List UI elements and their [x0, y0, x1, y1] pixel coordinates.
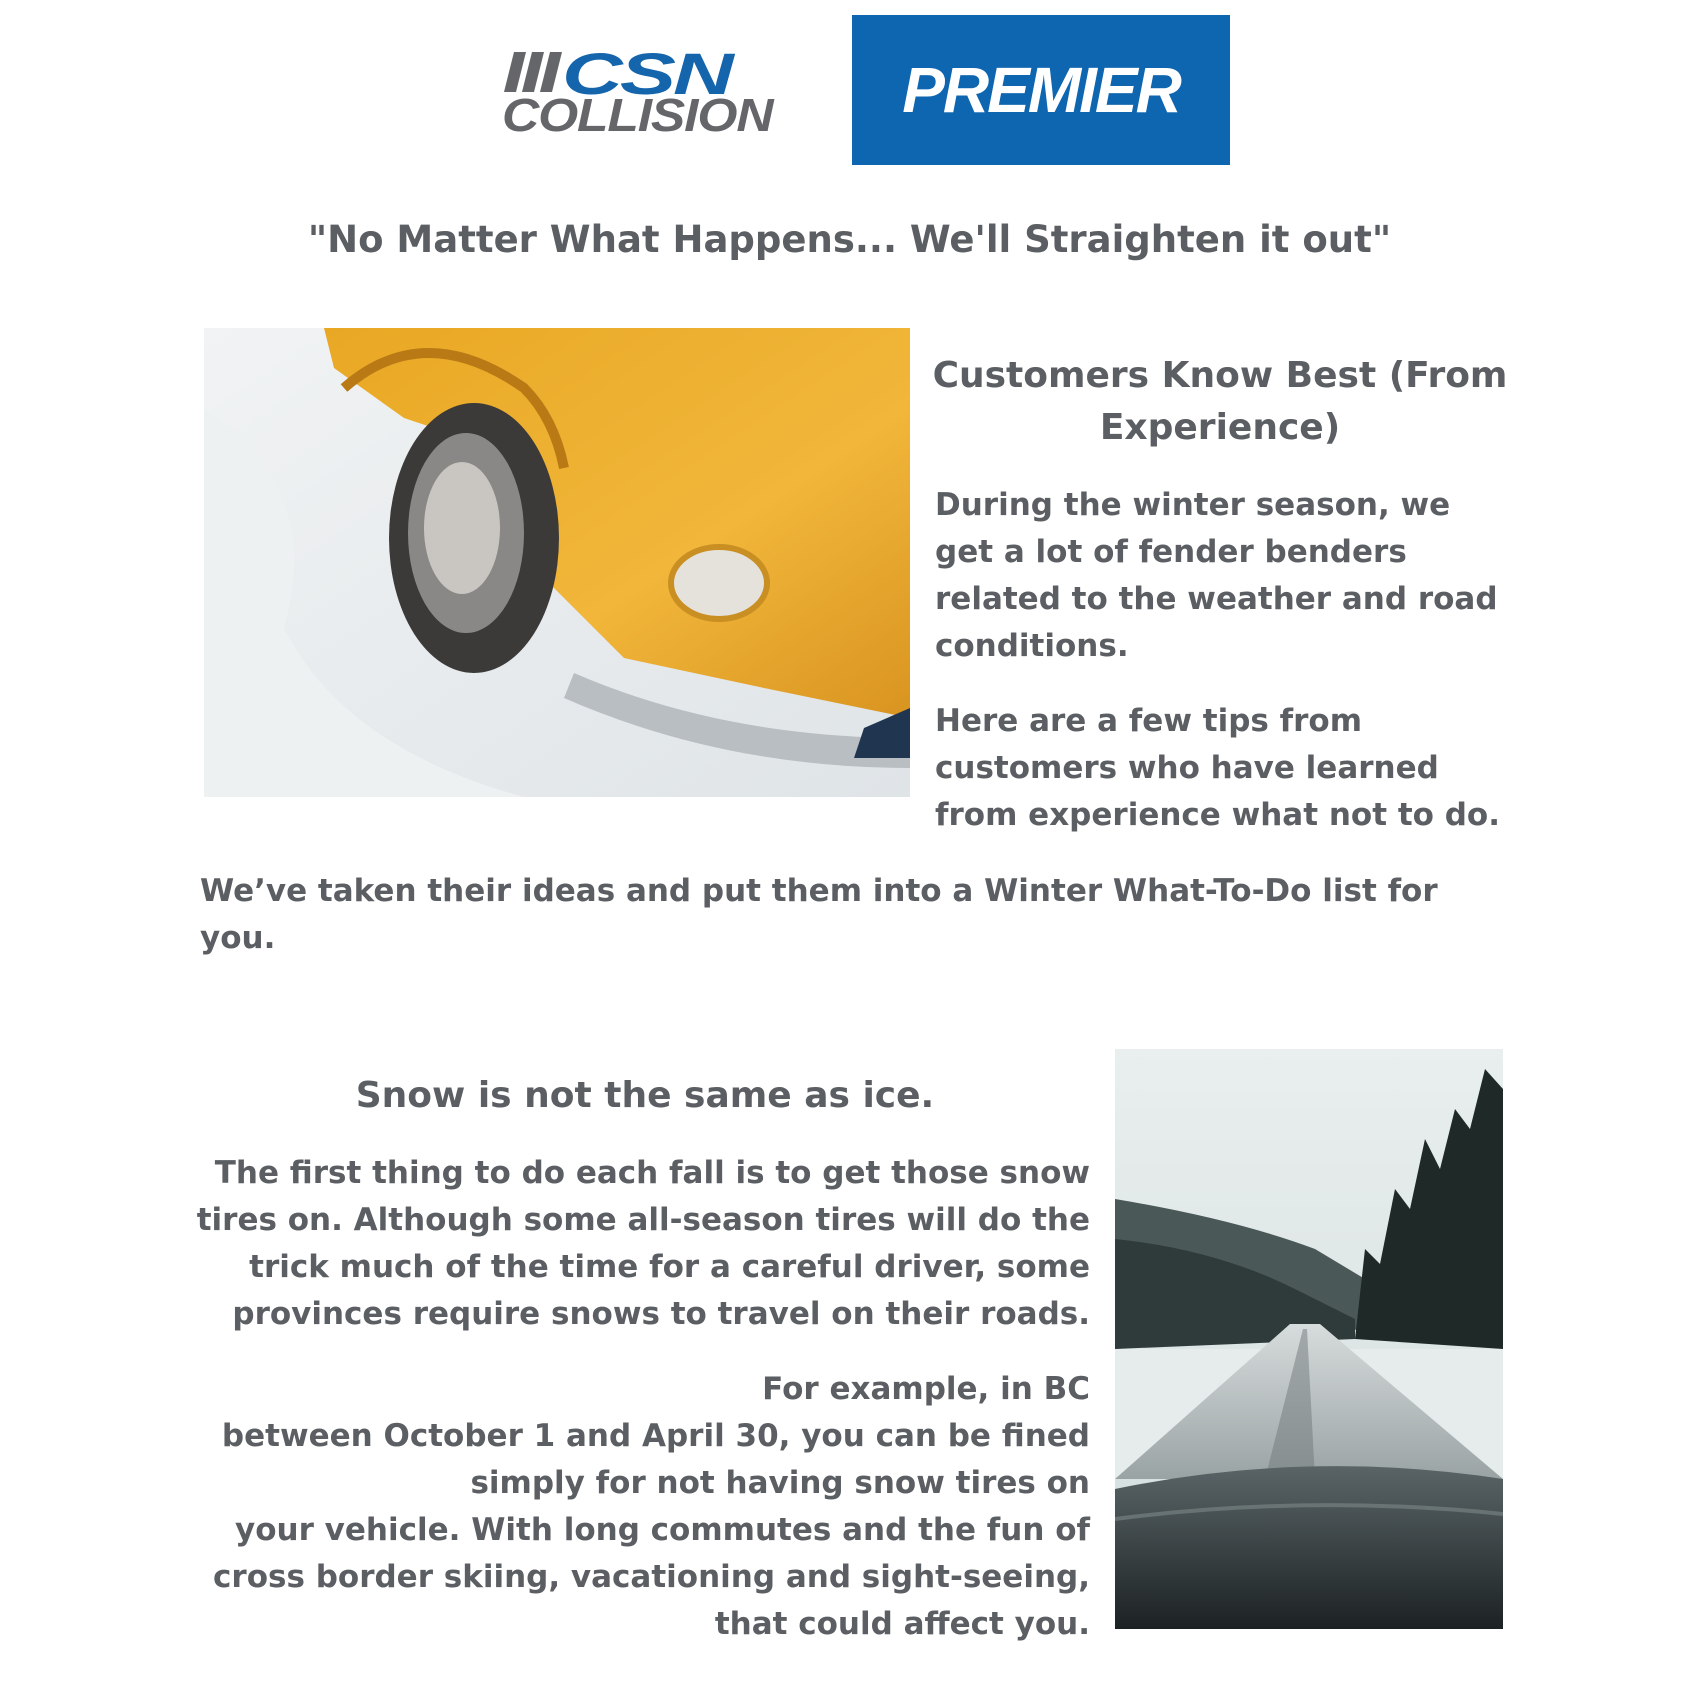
logo-csn-text: CSN [562, 42, 731, 107]
section2-heading: Snow is not the same as ice. [355, 1075, 935, 1116]
tagline: "No Matter What Happens... We'll Straighten it out" [307, 218, 1392, 261]
section2-paragraph-1: The first thing to do each fall is to get those snow tires on. Although some all-season tires will do the trick much of the time for a careful driver, some provinces require snows to travel on their roads. [196, 1155, 1090, 1332]
section2-paragraph-2 [190, 1366, 1090, 1648]
section1-paragraph-1: During the winter season, we get a lot of fender benders related to the weather and road conditions. [935, 487, 1498, 664]
snowy-road-photo [1115, 1049, 1503, 1629]
logo-collision-text: COLLISION [502, 89, 773, 141]
csn-collision-logo [500, 42, 830, 141]
section2-paragraph-2-line: between October 1 and April 30, you can be fined simply for not having snow tires on [221, 1418, 1090, 1501]
section2-paragraph-2-line: For example, in BC [762, 1371, 1090, 1407]
logo-stripes-icon [504, 52, 564, 92]
section2-paragraph-2-line: your vehicle. With long commutes and the fun of cross border skiing, vacationing and sight-seeing, that could affect you. [213, 1512, 1090, 1642]
section1-heading: Customers Know Best (From Experience) [932, 355, 1508, 448]
section1-paragraph-3: We’ve taken their ideas and put them into a Winter What-To-Do list for you. [200, 873, 1438, 956]
yellow-car-in-snow-photo [204, 328, 910, 797]
logo-premier-text: PREMIER [902, 54, 1180, 126]
premier-logo [852, 15, 1230, 165]
section1-paragraph-2: Here are a few tips from customers who have learned from experience what not to do. [935, 703, 1500, 833]
